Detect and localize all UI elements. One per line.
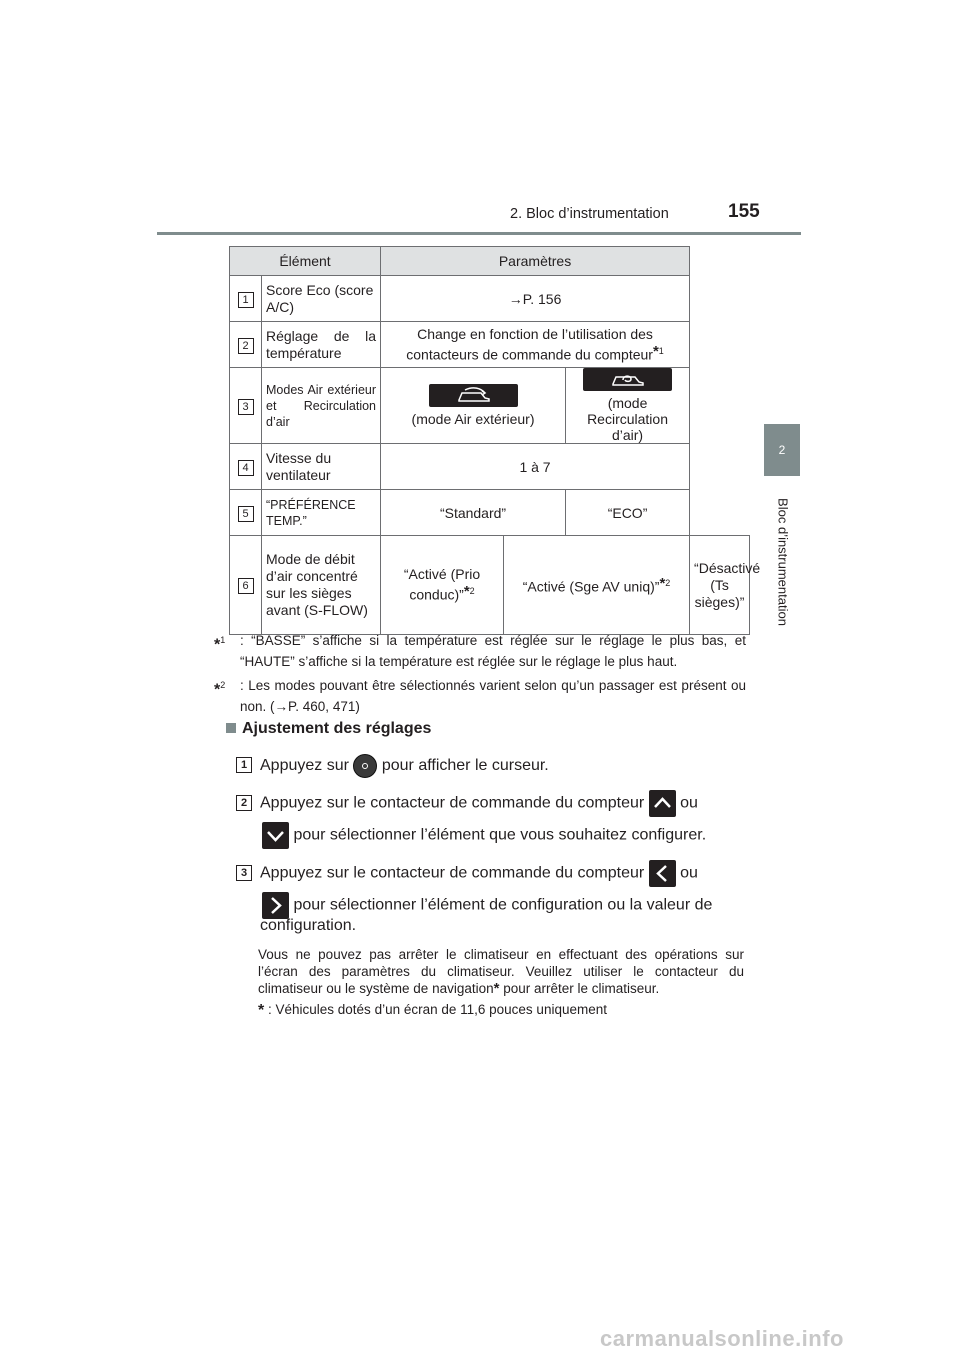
- step-3-end: configuration.: [260, 917, 357, 934]
- step-3: Appuyez sur le contacteur de commande du compteur ou: [260, 860, 698, 887]
- chapter-tab[interactable]: 2: [764, 424, 800, 476]
- settings-table: [229, 246, 761, 635]
- row-label: Mode de débit d’air concentré sur les sièges avant (S-FLOW): [262, 536, 381, 635]
- footnote-1: *$^1$ : “BASSE” s’affiche si la température est réglée sur le réglage le plus bas, et “HAUTE” s’affiche si la température est réglée sur le réglage le plus haut.: [214, 633, 746, 669]
- watermark: carmanualsonline.info: [600, 1326, 844, 1351]
- row-label: Modes Air extérieur et Recirculation d’air: [262, 368, 381, 444]
- step-number: 1: [236, 757, 252, 773]
- note-text: Vous ne pouvez pas arrêter le climatiseur en effectuant des opérations sur l’écran des paramètres du climatiseur. Veuillez utiliser le contacteur du climatiseur ou le système de navigation* pour arrêter le climatiseur.: [258, 947, 744, 997]
- row-value: →P. 156: [381, 276, 690, 322]
- step-2-continued: pour sélectionner l’élément que vous souhaitez configurer.: [262, 822, 706, 849]
- chevron-up-icon: [649, 790, 676, 817]
- table-row: [230, 444, 750, 490]
- row-value: Change en fonction de l’utilisation des contacteurs de commande du compteur*$^1$: [381, 322, 690, 368]
- chevron-left-icon: [649, 860, 676, 887]
- table-header-row: [230, 247, 750, 276]
- row-number: 1: [238, 292, 254, 308]
- step-3-continued: pour sélectionner l’élément de configuration ou la valeur de: [262, 892, 712, 919]
- table-row: [230, 276, 750, 322]
- row-value: 1 à 7: [381, 444, 690, 490]
- column-header-item: Élément: [230, 247, 381, 276]
- table-row: [230, 322, 750, 368]
- header-section-title: 2. Bloc d’instrumentation: [510, 206, 669, 222]
- option-label: (mode Recirculation d’air): [587, 395, 668, 443]
- row-label: Vitesse du ventilateur: [262, 444, 381, 490]
- meter-control-button-icon: [353, 754, 377, 778]
- row-number: 2: [238, 338, 254, 354]
- row-number: 3: [238, 399, 254, 415]
- row-label: Score Eco (score A/C): [262, 276, 381, 322]
- recirculation-mode-icon: [583, 368, 672, 391]
- section-heading: Ajustement des réglages: [226, 720, 431, 738]
- row-option: “Activé (Sge AV uniq)”*$^2$: [504, 536, 690, 635]
- table-row: [230, 536, 750, 635]
- chapter-side-label: Bloc d’instrumentation: [775, 498, 791, 626]
- chevron-down-icon: [262, 822, 289, 849]
- row-number: 5: [238, 506, 254, 522]
- row-option: “Activé (Prio conduc)”*$^2$: [381, 536, 504, 635]
- option-label: (mode Air extérieur): [411, 411, 535, 427]
- row-label: “PRÉFÉRENCE TEMP.”: [262, 490, 381, 536]
- table-row: [230, 490, 750, 536]
- footnote-2: *$^2$ : Les modes pouvant être sélectionnés varient selon qu’un passager est présent ou non. (→P. 460, 471): [214, 678, 746, 714]
- vehicle-footnote: * : Véhicules dotés d’un écran de 11,6 pouces uniquement: [258, 1002, 607, 1019]
- column-header-settings: Paramètres: [381, 247, 690, 276]
- step-2: Appuyez sur le contacteur de commande du compteur ou: [260, 790, 698, 817]
- header-divider: [157, 232, 801, 235]
- row-option: [566, 368, 690, 444]
- step-number: 2: [236, 795, 252, 811]
- page-number: 155: [728, 201, 760, 222]
- outside-air-mode-icon: [429, 384, 518, 407]
- table-row: [230, 368, 750, 444]
- step-1: Appuyez sur pour afficher le curseur.: [260, 754, 549, 778]
- row-label: Réglage de la température: [262, 322, 381, 368]
- row-option: “Désactivé (Ts sièges)”: [690, 536, 750, 635]
- row-option: “Standard”: [381, 490, 566, 536]
- step-number: 3: [236, 865, 252, 881]
- row-option: [381, 368, 566, 444]
- chevron-right-icon: [262, 892, 289, 919]
- row-number: 4: [238, 460, 254, 476]
- row-option: “ECO”: [566, 490, 690, 536]
- row-number: 6: [238, 578, 254, 594]
